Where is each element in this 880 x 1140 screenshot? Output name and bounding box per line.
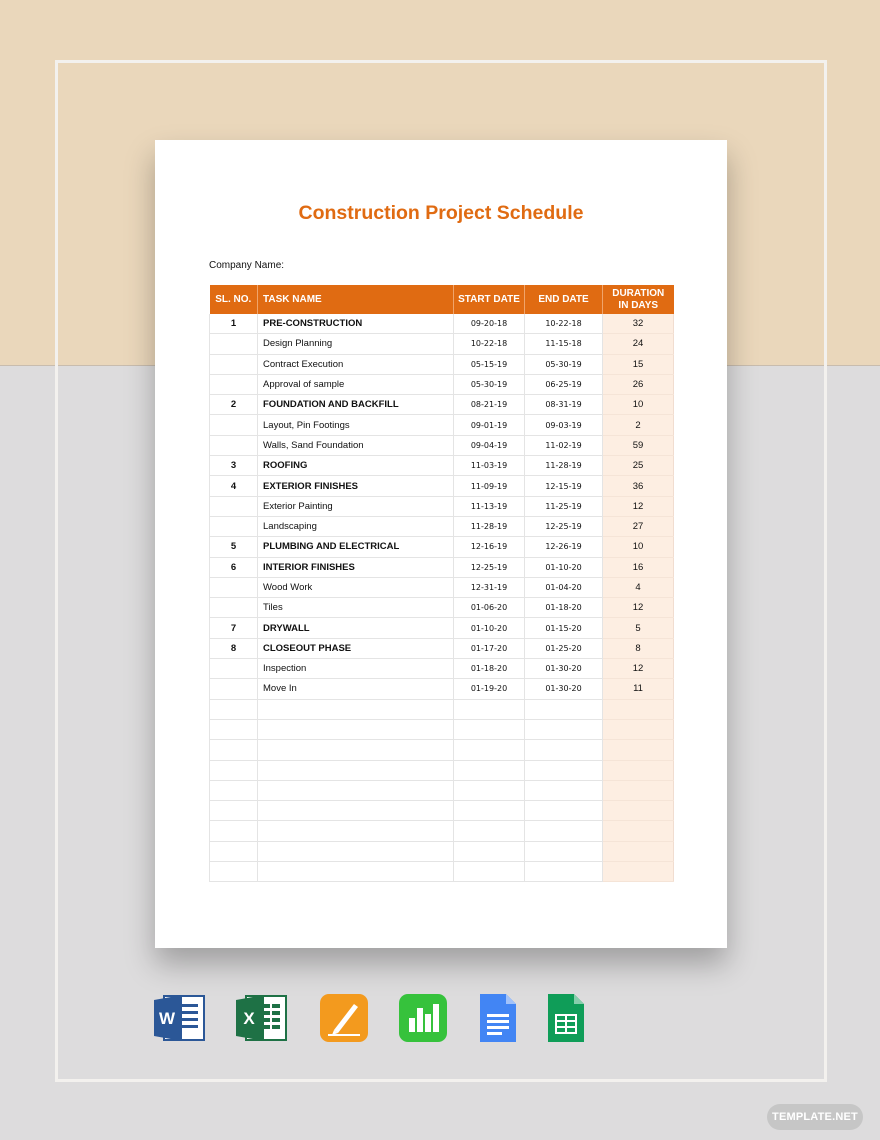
- google-docs-icon[interactable]: [472, 992, 524, 1044]
- header-start-date: START DATE: [454, 285, 525, 314]
- duration-cell: [603, 719, 674, 739]
- start-date-cell: [454, 699, 525, 719]
- duration-cell: 24: [603, 334, 674, 354]
- start-date-cell: 11-28-19: [454, 516, 525, 536]
- table-row: [210, 841, 674, 861]
- task-cell: [258, 760, 454, 780]
- table-header-row: [210, 285, 674, 314]
- sl-cell: 1: [210, 314, 258, 334]
- google-sheets-icon[interactable]: [542, 992, 594, 1044]
- duration-cell: 59: [603, 435, 674, 455]
- end-date-cell: 12-25-19: [525, 516, 603, 536]
- sl-cell: 2: [210, 395, 258, 415]
- end-date-cell: 01-30-20: [525, 679, 603, 699]
- task-cell: Design Planning: [258, 334, 454, 354]
- start-date-cell: 11-13-19: [454, 496, 525, 516]
- ms-excel-icon[interactable]: [236, 992, 288, 1044]
- end-date-cell: 05-30-19: [525, 354, 603, 374]
- duration-cell: [603, 801, 674, 821]
- start-date-cell: 11-03-19: [454, 456, 525, 476]
- duration-cell: 4: [603, 577, 674, 597]
- start-date-cell: 12-31-19: [454, 577, 525, 597]
- duration-cell: 12: [603, 598, 674, 618]
- table-row: [210, 537, 674, 557]
- task-cell: [258, 801, 454, 821]
- start-date-cell: 10-22-18: [454, 334, 525, 354]
- duration-cell: 15: [603, 354, 674, 374]
- schedule-table: [209, 285, 674, 882]
- end-date-cell: 01-15-20: [525, 618, 603, 638]
- start-date-cell: 01-17-20: [454, 638, 525, 658]
- sl-cell: 3: [210, 456, 258, 476]
- header-sl-no: SL. NO.: [210, 285, 258, 314]
- task-cell: Move In: [258, 679, 454, 699]
- table-row: [210, 740, 674, 760]
- start-date-cell: 08-21-19: [454, 395, 525, 415]
- sl-cell: [210, 719, 258, 739]
- sl-cell: [210, 334, 258, 354]
- table-row: [210, 415, 674, 435]
- task-cell: [258, 862, 454, 882]
- end-date-cell: 09-03-19: [525, 415, 603, 435]
- task-cell: [258, 699, 454, 719]
- task-cell: Tiles: [258, 598, 454, 618]
- sl-cell: [210, 435, 258, 455]
- end-date-cell: [525, 821, 603, 841]
- task-cell: Layout, Pin Footings: [258, 415, 454, 435]
- duration-cell: 32: [603, 314, 674, 334]
- schedule-body: [210, 314, 674, 882]
- table-row: [210, 719, 674, 739]
- duration-cell: [603, 780, 674, 800]
- end-date-cell: 01-30-20: [525, 659, 603, 679]
- start-date-cell: [454, 821, 525, 841]
- end-date-cell: [525, 780, 603, 800]
- start-date-cell: [454, 841, 525, 861]
- sl-cell: [210, 577, 258, 597]
- duration-cell: 5: [603, 618, 674, 638]
- duration-cell: [603, 841, 674, 861]
- sl-cell: 6: [210, 557, 258, 577]
- duration-cell: 11: [603, 679, 674, 699]
- table-row: [210, 821, 674, 841]
- table-row: [210, 516, 674, 536]
- end-date-cell: 06-25-19: [525, 374, 603, 394]
- table-row: [210, 659, 674, 679]
- sl-cell: [210, 699, 258, 719]
- end-date-cell: 12-15-19: [525, 476, 603, 496]
- apple-pages-icon[interactable]: [318, 992, 370, 1044]
- task-cell: EXTERIOR FINISHES: [258, 476, 454, 496]
- start-date-cell: [454, 862, 525, 882]
- table-row: [210, 801, 674, 821]
- start-date-cell: 11-09-19: [454, 476, 525, 496]
- sl-cell: 8: [210, 638, 258, 658]
- sl-cell: [210, 516, 258, 536]
- duration-cell: 8: [603, 638, 674, 658]
- table-row: [210, 334, 674, 354]
- table-row: [210, 354, 674, 374]
- task-cell: Contract Execution: [258, 354, 454, 374]
- start-date-cell: 01-10-20: [454, 618, 525, 638]
- company-name-label: Company Name:: [209, 260, 285, 271]
- task-cell: PRE-CONSTRUCTION: [258, 314, 454, 334]
- table-row: [210, 577, 674, 597]
- task-cell: [258, 780, 454, 800]
- sl-cell: [210, 374, 258, 394]
- task-cell: PLUMBING AND ELECTRICAL: [258, 537, 454, 557]
- duration-cell: [603, 699, 674, 719]
- task-cell: CLOSEOUT PHASE: [258, 638, 454, 658]
- task-cell: Landscaping: [258, 516, 454, 536]
- table-row: [210, 679, 674, 699]
- duration-cell: 12: [603, 659, 674, 679]
- end-date-cell: 01-10-20: [525, 557, 603, 577]
- end-date-cell: 08-31-19: [525, 395, 603, 415]
- end-date-cell: 11-15-18: [525, 334, 603, 354]
- duration-cell: 27: [603, 516, 674, 536]
- end-date-cell: 11-28-19: [525, 456, 603, 476]
- duration-cell: 26: [603, 374, 674, 394]
- task-cell: Approval of sample: [258, 374, 454, 394]
- table-row: [210, 395, 674, 415]
- duration-cell: [603, 862, 674, 882]
- duration-cell: 12: [603, 496, 674, 516]
- duration-cell: 25: [603, 456, 674, 476]
- end-date-cell: [525, 801, 603, 821]
- duration-cell: 10: [603, 395, 674, 415]
- task-cell: DRYWALL: [258, 618, 454, 638]
- start-date-cell: [454, 760, 525, 780]
- sl-cell: [210, 354, 258, 374]
- sl-cell: [210, 659, 258, 679]
- table-row: [210, 456, 674, 476]
- sl-cell: [210, 760, 258, 780]
- sl-cell: [210, 841, 258, 861]
- table-row: [210, 780, 674, 800]
- task-cell: [258, 841, 454, 861]
- apple-numbers-icon[interactable]: [397, 992, 449, 1044]
- table-row: [210, 862, 674, 882]
- task-cell: Exterior Painting: [258, 496, 454, 516]
- start-date-cell: [454, 719, 525, 739]
- duration-cell: [603, 821, 674, 841]
- end-date-cell: [525, 760, 603, 780]
- duration-cell: 36: [603, 476, 674, 496]
- end-date-cell: [525, 740, 603, 760]
- table-row: [210, 638, 674, 658]
- start-date-cell: 05-15-19: [454, 354, 525, 374]
- end-date-cell: [525, 719, 603, 739]
- task-cell: INTERIOR FINISHES: [258, 557, 454, 577]
- sl-cell: [210, 821, 258, 841]
- end-date-cell: [525, 862, 603, 882]
- sl-cell: [210, 598, 258, 618]
- table-row: [210, 496, 674, 516]
- task-cell: Walls, Sand Foundation: [258, 435, 454, 455]
- sl-cell: [210, 740, 258, 760]
- duration-cell: 16: [603, 557, 674, 577]
- task-cell: Inspection: [258, 659, 454, 679]
- start-date-cell: 01-19-20: [454, 679, 525, 699]
- sl-cell: [210, 780, 258, 800]
- header-duration: DURATION IN DAYS: [603, 285, 674, 314]
- end-date-cell: 12-26-19: [525, 537, 603, 557]
- document-title: Construction Project Schedule: [298, 202, 584, 224]
- start-date-cell: 01-18-20: [454, 659, 525, 679]
- svg-text:X: X: [243, 1009, 255, 1028]
- duration-cell: [603, 740, 674, 760]
- start-date-cell: [454, 780, 525, 800]
- sl-cell: [210, 496, 258, 516]
- start-date-cell: [454, 801, 525, 821]
- start-date-cell: 09-20-18: [454, 314, 525, 334]
- sl-cell: [210, 801, 258, 821]
- duration-cell: [603, 760, 674, 780]
- table-row: [210, 314, 674, 334]
- start-date-cell: 09-04-19: [454, 435, 525, 455]
- start-date-cell: 01-06-20: [454, 598, 525, 618]
- sl-cell: 7: [210, 618, 258, 638]
- header-end-date: END DATE: [525, 285, 603, 314]
- start-date-cell: 09-01-19: [454, 415, 525, 435]
- start-date-cell: 05-30-19: [454, 374, 525, 394]
- svg-text:W: W: [158, 1009, 176, 1028]
- table-row: [210, 699, 674, 719]
- task-cell: [258, 740, 454, 760]
- table-row: [210, 476, 674, 496]
- sl-cell: [210, 679, 258, 699]
- end-date-cell: 01-18-20: [525, 598, 603, 618]
- header-task-name: TASK NAME: [258, 285, 454, 314]
- format-icons: [154, 992, 594, 1044]
- sl-cell: [210, 862, 258, 882]
- document-page: [155, 140, 727, 948]
- task-cell: Wood Work: [258, 577, 454, 597]
- end-date-cell: 01-25-20: [525, 638, 603, 658]
- table-row: [210, 435, 674, 455]
- table-row: [210, 598, 674, 618]
- end-date-cell: 10-22-18: [525, 314, 603, 334]
- end-date-cell: [525, 841, 603, 861]
- table-row: [210, 557, 674, 577]
- task-cell: [258, 821, 454, 841]
- table-row: [210, 760, 674, 780]
- ms-word-icon[interactable]: [154, 992, 206, 1044]
- sl-cell: 4: [210, 476, 258, 496]
- sl-cell: 5: [210, 537, 258, 557]
- start-date-cell: [454, 740, 525, 760]
- end-date-cell: 11-25-19: [525, 496, 603, 516]
- duration-cell: 2: [603, 415, 674, 435]
- task-cell: FOUNDATION AND BACKFILL: [258, 395, 454, 415]
- table-row: [210, 618, 674, 638]
- duration-cell: 10: [603, 537, 674, 557]
- start-date-cell: 12-16-19: [454, 537, 525, 557]
- task-cell: ROOFING: [258, 456, 454, 476]
- start-date-cell: 12-25-19: [454, 557, 525, 577]
- table-row: [210, 374, 674, 394]
- end-date-cell: 11-02-19: [525, 435, 603, 455]
- task-cell: [258, 719, 454, 739]
- sl-cell: [210, 415, 258, 435]
- end-date-cell: [525, 699, 603, 719]
- template-net-watermark: TEMPLATE.NET: [767, 1104, 863, 1130]
- end-date-cell: 01-04-20: [525, 577, 603, 597]
